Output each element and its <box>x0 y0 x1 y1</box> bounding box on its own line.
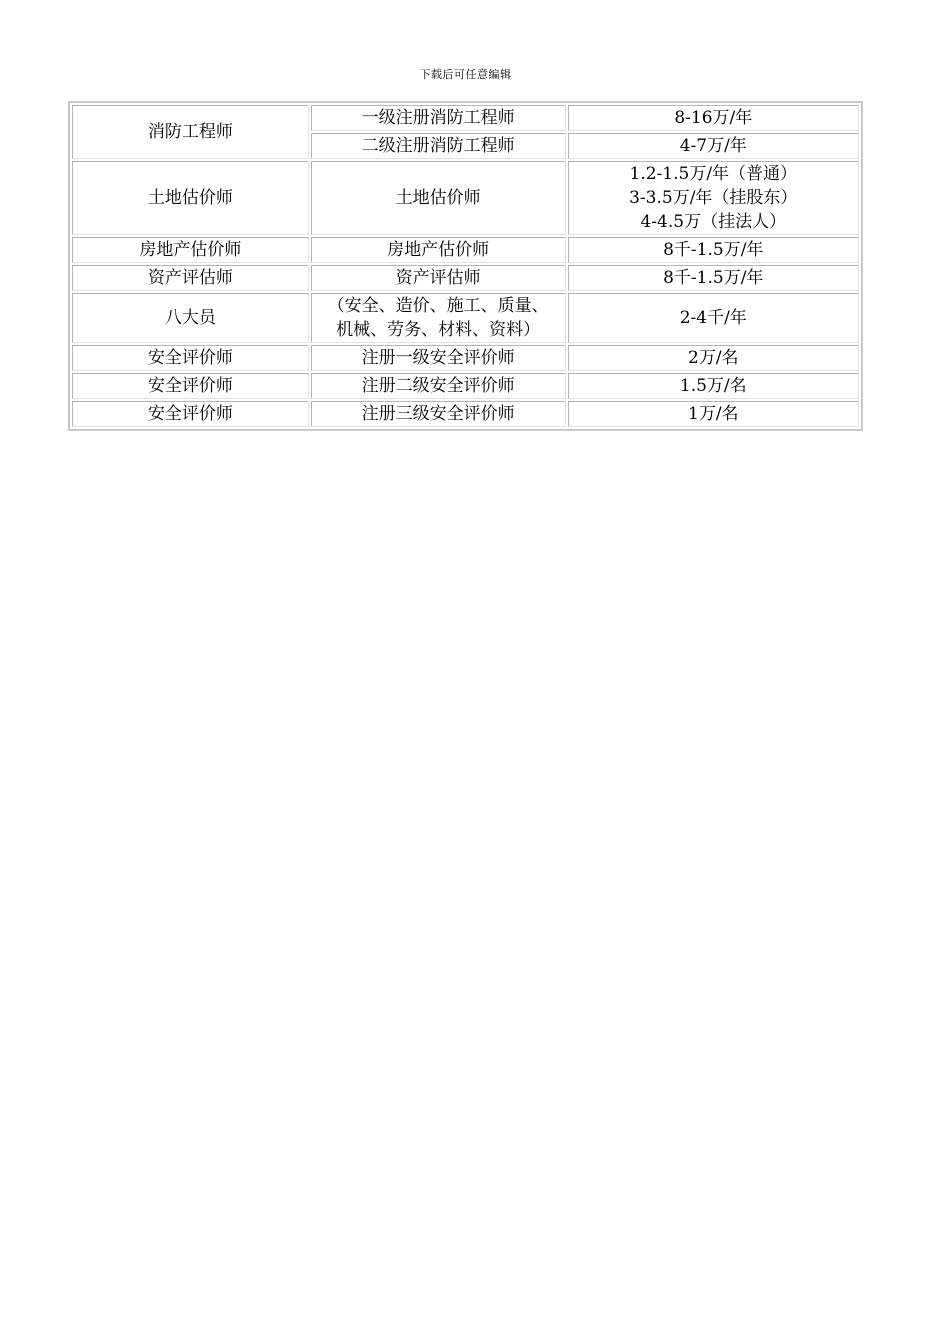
salary-cell: 8千-1.5万/年 <box>568 265 859 291</box>
certificate-name-cell: 注册三级安全评价师 <box>311 401 566 427</box>
salary-cell: 8千-1.5万/年 <box>568 237 859 263</box>
table-row <box>72 401 859 427</box>
page-header: 下载后可任意编辑 <box>419 68 512 81</box>
certificate-name-cell: 注册二级安全评价师 <box>311 373 566 399</box>
salary-line: 1.2-1.5万/年（普通） <box>629 164 798 184</box>
row-title-cell: 八大员 <box>72 293 309 343</box>
row-title-cell: 安全评价师 <box>72 345 309 371</box>
salary-cell: 4-7万/年 <box>568 133 859 159</box>
certificate-name-cell: 二级注册消防工程师 <box>311 133 566 159</box>
table-row <box>72 265 859 291</box>
row-title-cell: 土地估价师 <box>72 161 309 235</box>
certificate-name-cell: 资产评估师 <box>311 265 566 291</box>
salary-cell: 1万/名 <box>568 401 859 427</box>
salary-cell <box>568 161 859 235</box>
certificate-name-cell: 房地产估价师 <box>311 237 566 263</box>
salary-cell: 2万/名 <box>568 345 859 371</box>
row-title-cell: 安全评价师 <box>72 373 309 399</box>
salary-cell: 2-4千/年 <box>568 293 859 343</box>
certificate-fee-table <box>68 101 863 431</box>
certificate-name-cell <box>311 293 566 343</box>
row-title-cell: 消防工程师 <box>72 105 309 159</box>
salary-line: 3-3.5万/年（挂股东） <box>629 188 798 208</box>
salary-cell: 8-16万/年 <box>568 105 859 131</box>
certificate-name-cell: 注册一级安全评价师 <box>311 345 566 371</box>
row-title-cell: 资产评估师 <box>72 265 309 291</box>
certificate-name-line: （安全、造价、施工、质量、 <box>327 296 549 316</box>
row-title-cell: 安全评价师 <box>72 401 309 427</box>
salary-cell: 1.5万/名 <box>568 373 859 399</box>
table-row <box>72 161 859 235</box>
row-title-cell: 房地产估价师 <box>72 237 309 263</box>
table-row <box>72 373 859 399</box>
certificate-name-cell: 一级注册消防工程师 <box>311 105 566 131</box>
table-row <box>72 345 859 371</box>
certificate-name-line: 机械、劳务、材料、资料） <box>336 320 541 340</box>
certificate-name-cell: 土地估价师 <box>311 161 566 235</box>
salary-line: 4-4.5万（挂法人） <box>640 212 787 232</box>
table-row <box>72 105 859 131</box>
table-row <box>72 293 859 343</box>
table-row <box>72 237 859 263</box>
